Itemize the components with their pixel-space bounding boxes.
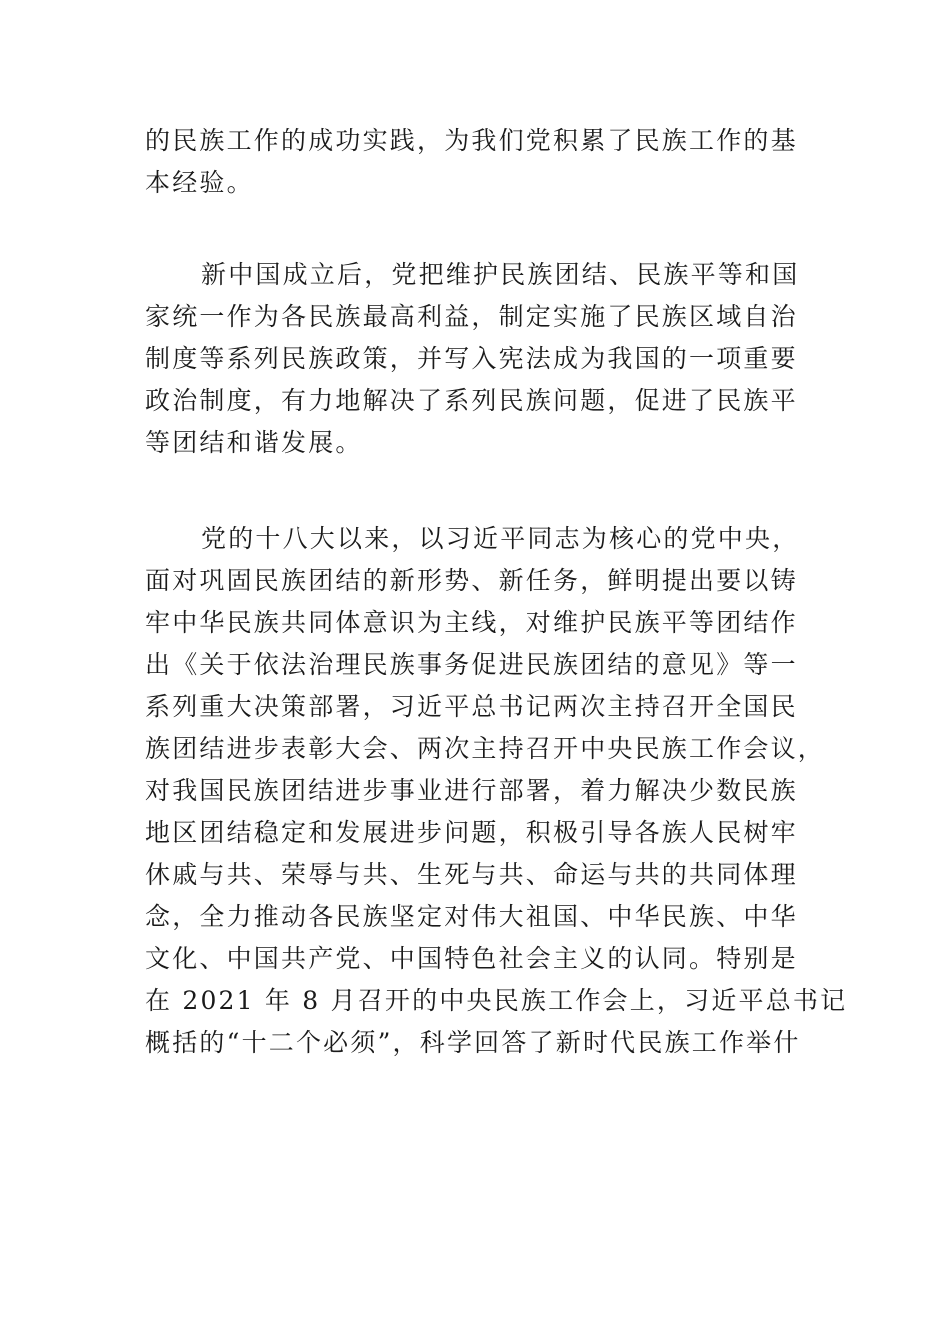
paragraph-line: 文化、中国共产党、中国特色社会主义的认同。特别是 [145,944,798,973]
paragraph-line: 概括的“十二个必须”，科学回答了新时代民族工作举什 [145,1028,801,1057]
paragraph-line: 系列重大决策部署，习近平总书记两次主持召开全国民 [145,692,798,721]
paragraph-line: 地区团结稳定和发展进步问题，积极引导各族人民树牢 [145,818,798,847]
paragraph-line: 牢中华民族共同体意识为主线，对维护民族平等团结作 [145,608,798,637]
paragraph-3 [145,518,848,1064]
paragraph-line: 政治制度，有力地解决了系列民族问题，促进了民族平 [145,386,798,415]
paragraph-1 [145,120,805,204]
paragraph-line: 等团结和谐发展。 [145,428,363,457]
paragraph-line: 的民族工作的成功实践，为我们党积累了民族工作的基 [145,126,798,155]
paragraph-line: 制度等系列民族政策，并写入宪法成为我国的一项重要 [145,344,798,373]
paragraph-line: 念，全力推动各民族坚定对伟大祖国、中华民族、中华 [145,902,798,931]
paragraph-line: 新中国成立后，党把维护民族团结、民族平等和国 [201,260,800,289]
paragraph-line: 面对巩固民族团结的新形势、新任务，鲜明提出要以铸 [145,566,798,595]
paragraph-line: 在 2021 年 8 月召开的中央民族工作会上，习近平总书记 [145,986,848,1015]
paragraph-line: 对我国民族团结进步事业进行部署，着力解决少数民族 [145,776,798,805]
paragraph-line: 休戚与共、荣辱与共、生死与共、命运与共的共同体理 [145,860,798,889]
paragraph-2 [145,254,805,464]
paragraph-line: 党的十八大以来，以习近平同志为核心的党中央， [201,524,800,553]
paragraph-line: 家统一作为各民族最高利益，制定实施了民族区域自治 [145,302,798,331]
paragraph-line: 族团结进步表彰大会、两次主持召开中央民族工作会议， [145,734,826,763]
paragraph-line: 出《关于依法治理民族事务促进民族团结的意见》等一 [145,650,798,679]
paragraph-line: 本经验。 [145,168,254,197]
